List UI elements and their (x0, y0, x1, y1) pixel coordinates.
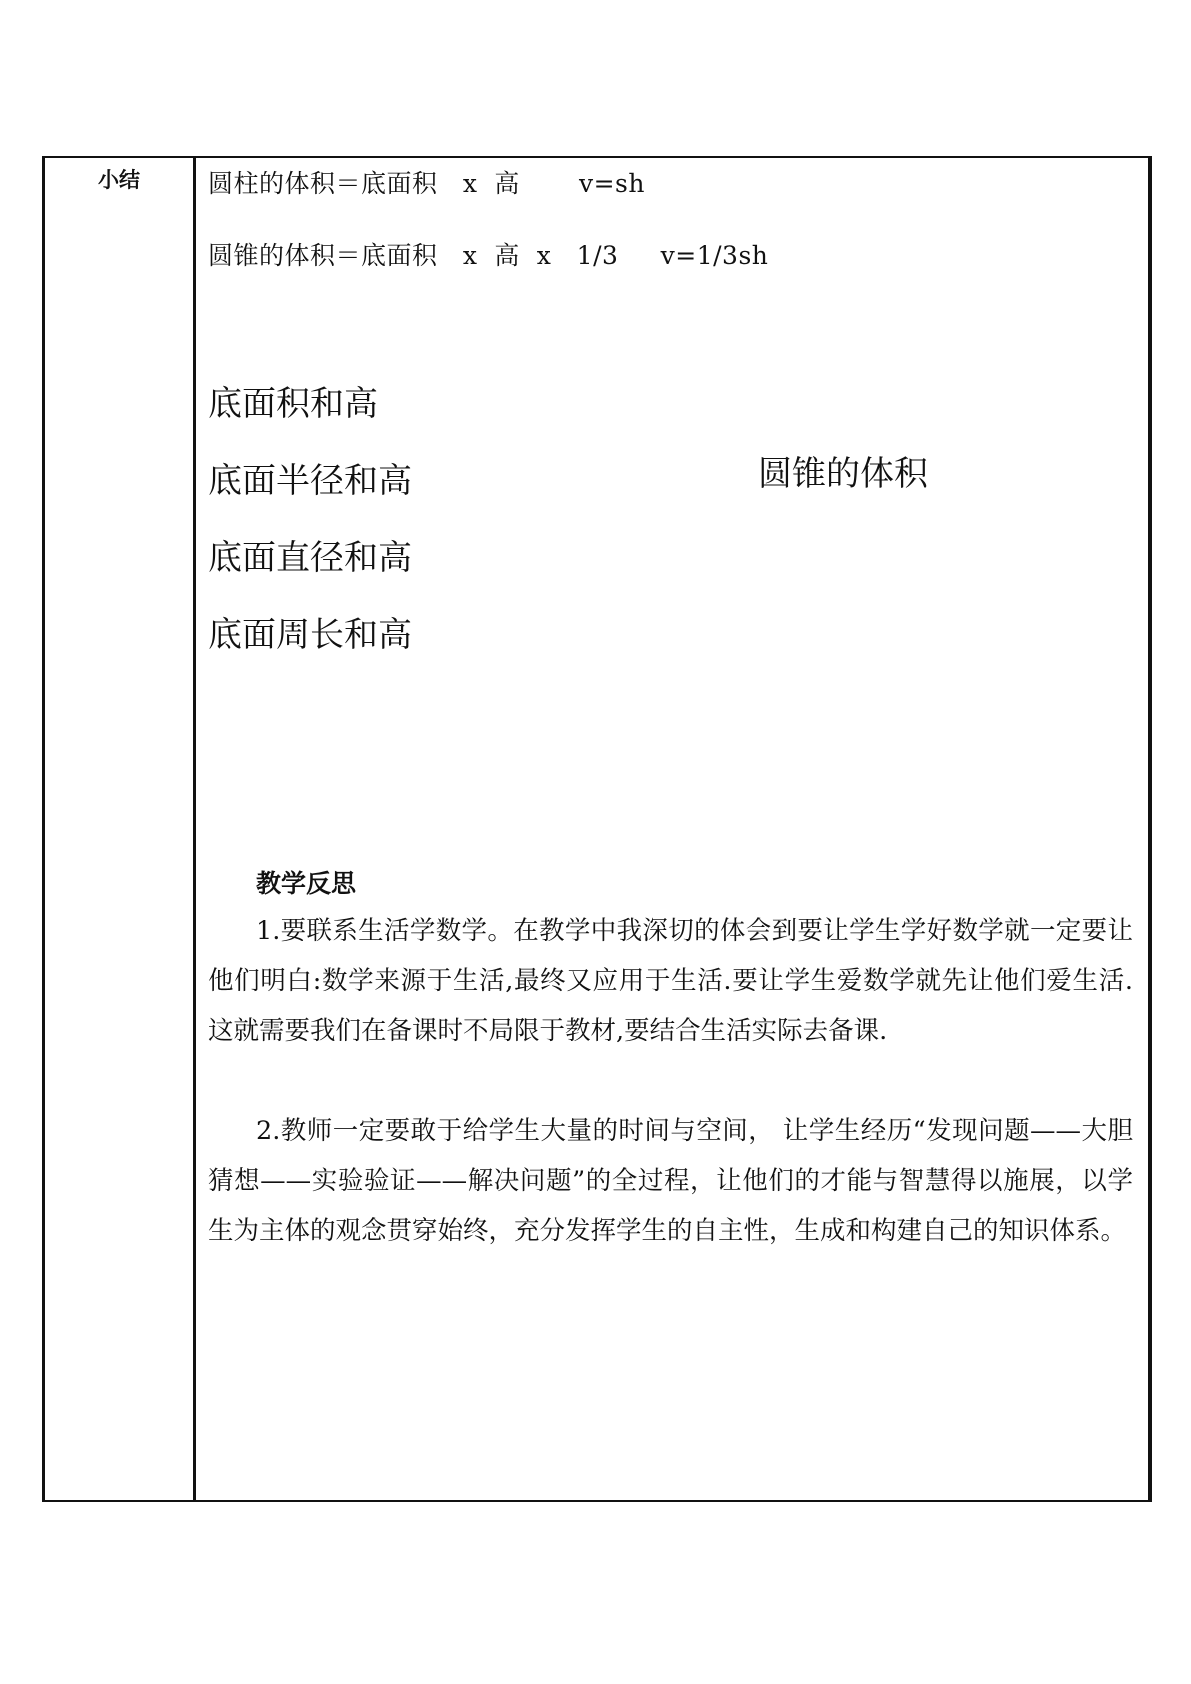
summary-table (42, 156, 1152, 1502)
condition-item: 底面积和高 (208, 384, 378, 424)
cone-volume-label: 圆锥的体积 (758, 454, 928, 494)
column-divider (193, 158, 196, 1500)
reflection-paragraph-1: 1.要联系生活学数学。在教学中我深切的体会到要让学生学好数学就一定要让他们明白:数学来源于生活,最终又应用于生活.要让学生爱数学就先让他们爱生活.这就需要我们在备课时不局限于教材,要结合生活实际去备课. (208, 916, 1133, 1046)
condition-item: 底面直径和高 (208, 538, 412, 578)
condition-item: 底面半径和高 (208, 461, 412, 501)
reflection-title: 教学反思 (256, 869, 357, 898)
cone-volume-formula: 圆锥的体积＝底面积 x 高 x 1/3 v=1/3sh (208, 241, 769, 270)
row-label: 小结 (98, 168, 140, 192)
condition-item: 底面周长和高 (208, 615, 412, 655)
cylinder-volume-formula: 圆柱的体积＝底面积 x 高 v=sh (208, 169, 645, 198)
reflection-paragraph-2: 2.教师一定要敢于给学生大量的时间与空间， 让学生经历“发现问题——大胆猜想——实验验证——解决问题”的全过程，让他们的才能与智慧得以施展，以学生为主体的观念贯穿始终，充分发挥学生的自主性，生成和构建自己的知识体系。 (208, 1116, 1133, 1246)
